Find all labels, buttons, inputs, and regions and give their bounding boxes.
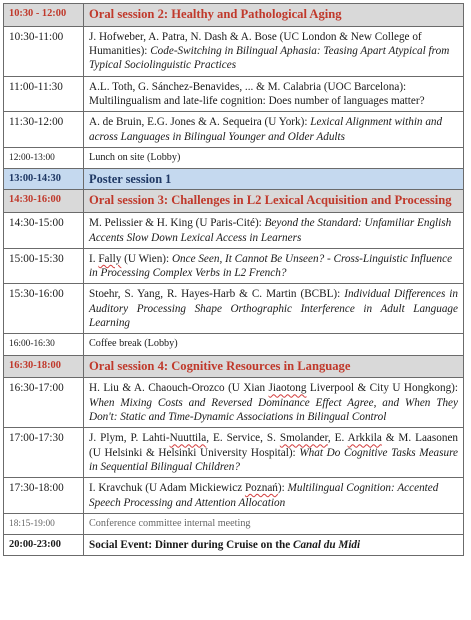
talk-title: Beyond the Standard: Unfamiliar English Accents Slow Down Lexical Access in Learners [89,217,452,244]
break-label: Lunch on site (Lobby) [84,147,464,168]
talk-cell [84,248,464,284]
time-cell: 16:00-16:30 [4,334,84,355]
meeting-label: Conference committee internal meeting [84,513,464,534]
talk-row [4,478,464,514]
time-cell: 18:15-19:00 [4,513,84,534]
time-cell: 20:00-23:00 [4,535,84,556]
time-cell: 11:30-12:00 [4,112,84,148]
talk-row [4,76,464,112]
talk-authors: I. [89,252,99,265]
talk-authors-affil: Liverpool & City U Hongkong): [306,382,458,395]
talk-authors: Stoehr, S. Yang, R. Hayes-Harb & C. Martin (BCBL): [89,288,345,301]
talk-authors-affil-name: Jiaotong [268,382,307,395]
social-event-cell [84,535,464,556]
time-cell: 10:30 - 12:00 [4,4,84,27]
talk-author-name: Smolander [279,432,328,445]
talk-title: Lexical Alignment within and across Languages in Bilingual Younger and Older Adults [89,116,443,143]
break-row [4,334,464,355]
talk-authors: A. de Bruin, E.G. Jones & A. Sequeira (U York): [89,116,311,129]
talk-title: Once Seen, It Cannot Be Unseen? - Cross-Linguistic Influence in Processing Complex Verbs in L2 French? [89,252,453,280]
talk-cell [84,478,464,514]
talk-authors: A.L. Toth, G. Sánchez-Benavides, ... & M. Calabria (UOC Barcelona): Multilingualism and late-life cognition: Does number of languages matter? [89,80,425,107]
talk-authors-affil-name: Poznań [244,482,278,495]
talk-authors: M. Pelissier & H. King (U Paris-Cité): [89,217,265,230]
talk-row [4,213,464,249]
time-cell: 15:00-15:30 [4,248,84,284]
poster-title: Poster session 1 [84,169,464,190]
time-cell: 11:00-11:30 [4,76,84,112]
talk-cell [84,213,464,249]
social-event-label: Social Event: Dinner during Cruise on the [89,539,293,552]
talk-authors-name: Fally [98,252,122,265]
talk-authors-affil: ): [277,482,288,495]
session-title: Oral session 3: Challenges in L2 Lexical Acquisition and Processing [84,190,464,213]
talk-authors-affil: (U Wien): [121,252,172,265]
talk-title: Multilingual Cognition: Accented Speech Processing and Attention Allocation [89,482,439,509]
session-title: Oral session 4: Cognitive Resources in Language [84,355,464,378]
talk-row [4,112,464,148]
talk-row [4,378,464,428]
talk-authors: H. Liu & A. Chaouch-Orozco (U Xian [89,382,269,395]
time-cell: 17:00-17:30 [4,428,84,478]
talk-cell [84,112,464,148]
time-cell: 14:30-15:00 [4,213,84,249]
talk-row [4,26,464,76]
talk-authors: , E. [327,432,348,445]
break-row [4,147,464,168]
talk-cell [84,428,464,478]
talk-row [4,284,464,334]
talk-authors: J. Hofweber, A. Patra, N. Dash & A. Bose (UC London & New College of Humanities): [89,30,422,58]
talk-title: Code-Switching in Bilingual Aphasia: Teasing Apart Atypical from Typical Sociolinguistic Practices [89,45,450,72]
time-cell: 17:30-18:00 [4,478,84,514]
break-label: Coffee break (Lobby) [84,334,464,355]
talk-row [4,428,464,478]
session-row [4,355,464,378]
time-cell: 15:30-16:00 [4,284,84,334]
session-row [4,4,464,27]
social-event-venue: Canal du Midi [292,539,361,552]
talk-authors: J. Plym, P. Lahti- [89,432,170,445]
talk-title: When Mixing Costs and Reversed Dominance Effect Agree, and When They Don't: Static and Time-Dynamic Associations in Bilingual Control [89,396,458,424]
time-cell: 14:30-16:00 [4,190,84,213]
talk-row [4,248,464,284]
session-row [4,190,464,213]
meeting-row [4,513,464,534]
session-title: Oral session 2: Healthy and Pathological Aging [84,4,464,27]
talk-cell [84,284,464,334]
time-cell: 10:30-11:00 [4,26,84,76]
social-row [4,535,464,556]
talk-title: What Do Cognitive Tasks Measure in Sequential Bilingual Children? [89,446,458,473]
talk-authors: & M. Laasonen (U Helsinki & Helsinki University Hospital): [89,432,458,459]
schedule-table [3,3,464,556]
talk-author-name: Arkkila [347,432,382,445]
talk-cell [84,76,464,112]
poster-row [4,169,464,190]
talk-author-name: Nuuttila [169,432,207,445]
talk-authors: I. Kravchuk (U Adam Mickiewicz [89,482,245,495]
time-cell: 16:30-17:00 [4,378,84,428]
talk-authors: , E. Service, S. [206,432,280,445]
talk-title: Individual Differences in Auditory Processing Shape Orthographic Interference in Adult Language Learning [89,288,458,330]
time-cell: 16:30-18:00 [4,355,84,378]
time-cell: 12:00-13:00 [4,147,84,168]
time-cell: 13:00-14:30 [4,169,84,190]
talk-cell [84,378,464,428]
talk-cell [84,26,464,76]
